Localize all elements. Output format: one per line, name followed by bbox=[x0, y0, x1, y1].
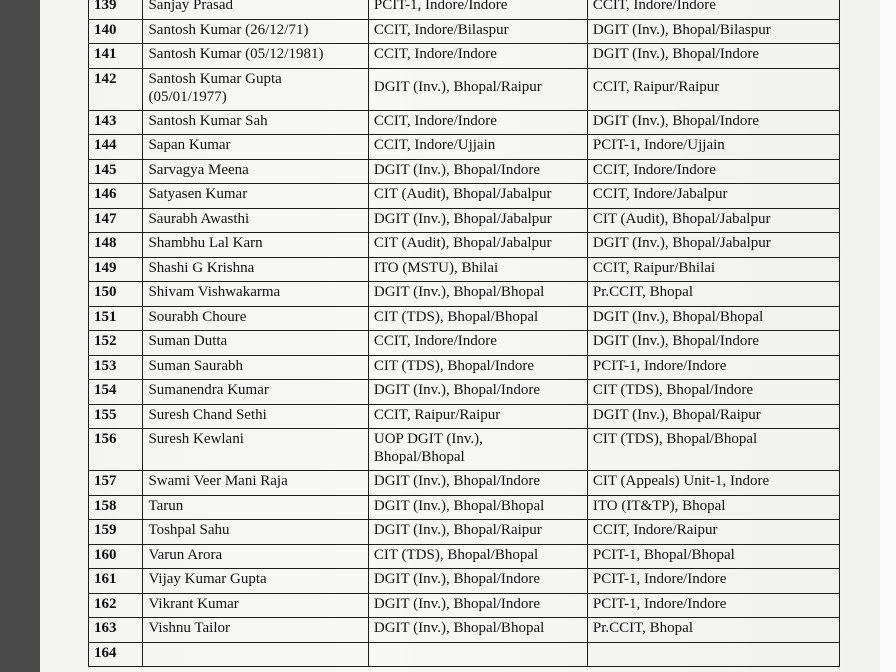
current-posting-cell-text: CIT (TDS), Bhopal/Indore bbox=[373, 357, 534, 374]
current-posting-cell-text: CCIT, Indore/Indore bbox=[373, 46, 497, 62]
current-posting-cell bbox=[368, 306, 587, 331]
current-posting-cell bbox=[368, 0, 587, 19]
current-posting-cell bbox=[368, 159, 587, 184]
serial-number-cell-text: 141 bbox=[94, 46, 117, 62]
serial-number-cell bbox=[89, 19, 143, 44]
officer-name-cell-text: Sapan Kumar bbox=[148, 137, 231, 153]
table-row bbox=[89, 208, 840, 233]
new-posting-cell bbox=[587, 355, 839, 380]
serial-number-cell bbox=[89, 159, 143, 184]
new-posting-cell-text: Pr.CCIT, Bhopal bbox=[592, 620, 694, 636]
new-posting-cell bbox=[587, 68, 839, 110]
current-posting-cell-text: DGIT (Inv.), Bhopal/Indore bbox=[373, 161, 541, 178]
current-posting-cell-text: CCIT, Raipur/Raipur bbox=[373, 406, 501, 423]
new-posting-cell-text: DGIT (Inv.), Bhopal/Jabalpur bbox=[592, 235, 771, 251]
officer-name-cell bbox=[143, 642, 368, 667]
current-posting-cell-text-line2: Bhopal/Bhopal bbox=[373, 449, 465, 465]
serial-number-cell bbox=[89, 331, 143, 356]
serial-number-cell bbox=[89, 355, 143, 380]
table-row bbox=[89, 569, 840, 594]
new-posting-cell-text: PCIT-1, Indore/Ujjain bbox=[592, 137, 725, 153]
current-posting-cell-text: CIT (Audit), Bhopal/Jabalpur bbox=[373, 186, 552, 202]
current-posting-cell bbox=[368, 135, 587, 160]
officer-name-cell bbox=[143, 110, 368, 135]
new-posting-cell bbox=[587, 110, 839, 135]
new-posting-cell bbox=[587, 429, 839, 471]
table-row bbox=[89, 404, 840, 429]
serial-number-cell-text: 147 bbox=[94, 210, 117, 227]
serial-number-cell-text: 151 bbox=[94, 308, 117, 325]
page-edge bbox=[880, 0, 896, 672]
current-posting-cell bbox=[368, 68, 587, 110]
officer-name-cell bbox=[143, 331, 368, 356]
new-posting-cell bbox=[587, 257, 839, 282]
new-posting-cell bbox=[587, 331, 839, 356]
serial-number-cell bbox=[89, 642, 143, 667]
current-posting-cell bbox=[368, 520, 587, 545]
serial-number-cell-text: 139 bbox=[94, 0, 117, 13]
new-posting-cell-text: CCIT, Raipur/Raipur bbox=[592, 78, 720, 95]
serial-number-cell bbox=[89, 44, 143, 69]
officer-name-cell bbox=[143, 593, 368, 618]
serial-number-cell bbox=[89, 429, 143, 471]
new-posting-cell-text: CCIT, Indore/Jabalpur bbox=[592, 186, 728, 202]
current-posting-cell-text: DGIT (Inv.), Bhopal/Indore bbox=[373, 595, 541, 612]
officer-name-cell bbox=[143, 208, 368, 233]
officer-name-cell bbox=[143, 306, 368, 331]
new-posting-cell-text: CIT (Audit), Bhopal/Jabalpur bbox=[592, 210, 771, 227]
officer-name-cell bbox=[143, 495, 368, 520]
current-posting-cell-text: UOP DGIT (Inv.), bbox=[373, 431, 483, 447]
officer-name-cell-text: Shambhu Lal Karn bbox=[148, 235, 263, 251]
officer-name-cell bbox=[143, 282, 368, 307]
table-row bbox=[89, 306, 840, 331]
new-posting-cell-text: CCIT, Indore/Raipur bbox=[592, 522, 718, 538]
officer-name-cell bbox=[143, 404, 368, 429]
table-row bbox=[89, 380, 840, 405]
table-row bbox=[89, 331, 840, 356]
current-posting-cell-text: DGIT (Inv.), Bhopal/Indore bbox=[373, 473, 541, 489]
serial-number-cell bbox=[89, 618, 143, 643]
new-posting-cell-text: CCIT, Raipur/Bhilai bbox=[592, 259, 716, 276]
officer-name-cell bbox=[143, 0, 368, 19]
new-posting-cell-text: CCIT, Indore/Indore bbox=[592, 161, 716, 178]
serial-number-cell-text: 140 bbox=[94, 21, 117, 38]
serial-number-cell bbox=[89, 110, 143, 135]
officer-name-cell-text: Saurabh Awasthi bbox=[148, 210, 250, 227]
officer-name-cell bbox=[143, 233, 368, 258]
current-posting-cell bbox=[368, 110, 587, 135]
new-posting-cell-text: CIT (TDS), Bhopal/Indore bbox=[592, 382, 753, 398]
current-posting-cell bbox=[368, 471, 587, 496]
new-posting-cell bbox=[587, 569, 839, 594]
serial-number-cell-text: 158 bbox=[94, 497, 117, 514]
serial-number-cell bbox=[89, 471, 143, 496]
table-row bbox=[89, 429, 840, 471]
officer-name-cell-text: Suresh Chand Sethi bbox=[148, 406, 267, 423]
table-row bbox=[89, 355, 840, 380]
officer-name-cell-text: Tarun bbox=[148, 497, 184, 514]
current-posting-cell-text: CIT (Audit), Bhopal/Jabalpur bbox=[373, 235, 552, 251]
officer-name-cell-text: Santosh Kumar Gupta bbox=[148, 70, 282, 87]
officer-name-cell bbox=[143, 355, 368, 380]
current-posting-cell bbox=[368, 593, 587, 618]
officer-name-cell-text: Sumanendra Kumar bbox=[148, 382, 269, 398]
new-posting-cell-text: CCIT, Indore/Indore bbox=[592, 0, 716, 13]
new-posting-cell-text: PCIT-1, Indore/Indore bbox=[592, 571, 727, 587]
new-posting-cell-text: DGIT (Inv.), Bhopal/Raipur bbox=[592, 406, 761, 423]
new-posting-cell bbox=[587, 520, 839, 545]
officer-name-cell bbox=[143, 44, 368, 69]
current-posting-cell bbox=[368, 19, 587, 44]
serial-number-cell-text: 146 bbox=[94, 186, 117, 202]
officer-name-cell-text: Suman Saurabh bbox=[148, 357, 244, 374]
new-posting-cell bbox=[587, 184, 839, 209]
serial-number-cell bbox=[89, 520, 143, 545]
officer-name-cell-text: Sarvagya Meena bbox=[148, 161, 249, 178]
current-posting-cell bbox=[368, 618, 587, 643]
officer-name-cell-text: Suman Dutta bbox=[148, 333, 228, 349]
new-posting-cell-text: Pr.CCIT, Bhopal bbox=[592, 284, 694, 300]
current-posting-cell-text: DGIT (Inv.), Bhopal/Bhopal bbox=[373, 284, 545, 300]
new-posting-cell bbox=[587, 380, 839, 405]
new-posting-cell-text: DGIT (Inv.), Bhopal/Bilaspur bbox=[592, 21, 771, 38]
officer-name-cell-text: Satyasen Kumar bbox=[148, 186, 248, 202]
new-posting-cell-text: PCIT-1, Indore/Indore bbox=[592, 357, 727, 374]
current-posting-cell bbox=[368, 569, 587, 594]
table-row bbox=[89, 233, 840, 258]
serial-number-cell-text: 153 bbox=[94, 357, 117, 374]
officer-name-cell bbox=[143, 68, 368, 110]
officer-name-cell-text: Suresh Kewlani bbox=[148, 431, 244, 447]
table-row bbox=[89, 110, 840, 135]
serial-number-cell-text: 150 bbox=[94, 284, 117, 300]
serial-number-cell-text: 157 bbox=[94, 473, 117, 489]
serial-number-cell bbox=[89, 0, 143, 19]
current-posting-cell-text: CCIT, Indore/Ujjain bbox=[373, 137, 496, 153]
serial-number-cell bbox=[89, 184, 143, 209]
table-row bbox=[89, 19, 840, 44]
officer-name-cell bbox=[143, 429, 368, 471]
officer-name-cell-text-line2: (05/01/1977) bbox=[148, 88, 227, 105]
current-posting-cell bbox=[368, 282, 587, 307]
new-posting-cell bbox=[587, 593, 839, 618]
serial-number-cell-text: 148 bbox=[94, 235, 117, 251]
serial-number-cell-text: 143 bbox=[94, 112, 117, 129]
serial-number-cell bbox=[89, 135, 143, 160]
new-posting-cell bbox=[587, 135, 839, 160]
new-posting-cell bbox=[587, 44, 839, 69]
table-row bbox=[89, 593, 840, 618]
current-posting-cell bbox=[368, 642, 587, 667]
new-posting-cell bbox=[587, 208, 839, 233]
new-posting-cell bbox=[587, 618, 839, 643]
current-posting-cell-text: CCIT, Indore/Bilaspur bbox=[373, 21, 509, 38]
officer-name-cell bbox=[143, 471, 368, 496]
current-posting-cell-text: DGIT (Inv.), Bhopal/Bhopal bbox=[373, 620, 545, 636]
serial-number-cell bbox=[89, 569, 143, 594]
officer-name-cell-text: Shivam Vishwakarma bbox=[148, 284, 281, 300]
new-posting-cell bbox=[587, 471, 839, 496]
current-posting-cell-text: DGIT (Inv.), Bhopal/Raipur bbox=[373, 522, 542, 538]
new-posting-cell-text: PCIT-1, Bhopal/Bhopal bbox=[592, 546, 735, 563]
table-row bbox=[89, 618, 840, 643]
serial-number-cell-text: 161 bbox=[94, 571, 117, 587]
serial-number-cell bbox=[89, 593, 143, 618]
serial-number-cell-text: 164 bbox=[94, 644, 117, 661]
current-posting-cell bbox=[368, 331, 587, 356]
officer-name-cell bbox=[143, 569, 368, 594]
transfer-table bbox=[88, 0, 840, 667]
current-posting-cell bbox=[368, 544, 587, 569]
table-row bbox=[89, 0, 840, 19]
officer-name-cell bbox=[143, 257, 368, 282]
table-row bbox=[89, 184, 840, 209]
new-posting-cell-text: PCIT-1, Indore/Indore bbox=[592, 595, 727, 612]
officer-name-cell bbox=[143, 520, 368, 545]
current-posting-cell-text: DGIT (Inv.), Bhopal/Indore bbox=[373, 382, 541, 398]
current-posting-cell bbox=[368, 184, 587, 209]
serial-number-cell-text: 159 bbox=[94, 522, 117, 538]
current-posting-cell bbox=[368, 233, 587, 258]
serial-number-cell-text: 154 bbox=[94, 382, 117, 398]
current-posting-cell bbox=[368, 44, 587, 69]
serial-number-cell bbox=[89, 306, 143, 331]
new-posting-cell bbox=[587, 544, 839, 569]
officer-name-cell-text: Vikrant Kumar bbox=[148, 595, 239, 612]
new-posting-cell bbox=[587, 495, 839, 520]
serial-number-cell bbox=[89, 380, 143, 405]
new-posting-cell bbox=[587, 642, 839, 667]
officer-name-cell-text: Vijay Kumar Gupta bbox=[148, 571, 267, 587]
new-posting-cell-text: DGIT (Inv.), Bhopal/Bhopal bbox=[592, 308, 764, 325]
table-row bbox=[89, 495, 840, 520]
current-posting-cell-text: DGIT (Inv.), Bhopal/Indore bbox=[373, 571, 541, 587]
serial-number-cell-text: 156 bbox=[94, 431, 117, 447]
new-posting-cell-text: DGIT (Inv.), Bhopal/Indore bbox=[592, 333, 760, 349]
new-posting-cell bbox=[587, 282, 839, 307]
serial-number-cell-text: 145 bbox=[94, 161, 117, 178]
current-posting-cell-text: CCIT, Indore/Indore bbox=[373, 333, 497, 349]
officer-name-cell bbox=[143, 380, 368, 405]
officer-name-cell bbox=[143, 184, 368, 209]
table-row bbox=[89, 68, 840, 110]
serial-number-cell bbox=[89, 68, 143, 110]
officer-name-cell-text: Santosh Kumar Sah bbox=[148, 112, 268, 129]
table-row bbox=[89, 471, 840, 496]
serial-number-cell bbox=[89, 257, 143, 282]
new-posting-cell bbox=[587, 159, 839, 184]
officer-name-cell-text: Sourabh Choure bbox=[148, 308, 247, 325]
officer-name-cell-text: Shashi G Krishna bbox=[148, 259, 255, 276]
officer-name-cell-text: Toshpal Sahu bbox=[148, 522, 230, 538]
officer-name-cell-text: Swami Veer Mani Raja bbox=[148, 473, 288, 489]
table-body bbox=[89, 0, 840, 667]
officer-name-cell bbox=[143, 19, 368, 44]
current-posting-cell bbox=[368, 404, 587, 429]
table-row bbox=[89, 642, 840, 667]
serial-number-cell bbox=[89, 208, 143, 233]
serial-number-cell-text: 144 bbox=[94, 137, 117, 153]
current-posting-cell-text: DGIT (Inv.), Bhopal/Raipur bbox=[373, 78, 542, 95]
current-posting-cell bbox=[368, 355, 587, 380]
new-posting-cell bbox=[587, 0, 839, 19]
serial-number-cell bbox=[89, 495, 143, 520]
serial-number-cell bbox=[89, 282, 143, 307]
serial-number-cell-text: 149 bbox=[94, 259, 117, 276]
current-posting-cell bbox=[368, 257, 587, 282]
current-posting-cell bbox=[368, 380, 587, 405]
officer-name-cell bbox=[143, 135, 368, 160]
current-posting-cell-text: CIT (TDS), Bhopal/Bhopal bbox=[373, 308, 539, 325]
table-row bbox=[89, 44, 840, 69]
serial-number-cell-text: 142 bbox=[94, 70, 117, 87]
new-posting-cell bbox=[587, 233, 839, 258]
serial-number-cell-text: 160 bbox=[94, 546, 117, 563]
current-posting-cell-text: CCIT, Indore/Indore bbox=[373, 112, 497, 129]
serial-number-cell bbox=[89, 233, 143, 258]
table-row bbox=[89, 282, 840, 307]
current-posting-cell-text: PCIT-1, Indore/Indore bbox=[373, 0, 508, 13]
new-posting-cell-text: DGIT (Inv.), Bhopal/Indore bbox=[592, 46, 760, 62]
table-row bbox=[89, 257, 840, 282]
table-row bbox=[89, 520, 840, 545]
officer-name-cell bbox=[143, 618, 368, 643]
current-posting-cell bbox=[368, 429, 587, 471]
new-posting-cell-text: DGIT (Inv.), Bhopal/Indore bbox=[592, 112, 760, 129]
table-row bbox=[89, 159, 840, 184]
table-row bbox=[89, 544, 840, 569]
officer-name-cell-text: Santosh Kumar (26/12/71) bbox=[148, 21, 309, 38]
new-posting-cell-text: CIT (TDS), Bhopal/Bhopal bbox=[592, 431, 758, 447]
current-posting-cell bbox=[368, 208, 587, 233]
officer-name-cell-text: Vishnu Tailor bbox=[148, 620, 230, 636]
table-row bbox=[89, 135, 840, 160]
current-posting-cell-text: ITO (MSTU), Bhilai bbox=[373, 259, 499, 276]
serial-number-cell-text: 152 bbox=[94, 333, 117, 349]
officer-name-cell-text: Santosh Kumar (05/12/1981) bbox=[148, 46, 324, 62]
current-posting-cell-text: DGIT (Inv.), Bhopal/Jabalpur bbox=[373, 210, 552, 227]
current-posting-cell-text: DGIT (Inv.), Bhopal/Bhopal bbox=[373, 497, 545, 514]
current-posting-cell-text: CIT (TDS), Bhopal/Bhopal bbox=[373, 546, 539, 563]
serial-number-cell bbox=[89, 404, 143, 429]
new-posting-cell bbox=[587, 306, 839, 331]
serial-number-cell-text: 155 bbox=[94, 406, 117, 423]
officer-name-cell-text: Sanjay Prasad bbox=[148, 0, 234, 13]
officer-name-cell bbox=[143, 159, 368, 184]
new-posting-cell-text: ITO (IT&TP), Bhopal bbox=[592, 497, 726, 514]
officer-name-cell-text: Varun Arora bbox=[148, 546, 223, 563]
officer-name-cell bbox=[143, 544, 368, 569]
new-posting-cell bbox=[587, 19, 839, 44]
current-posting-cell bbox=[368, 495, 587, 520]
serial-number-cell-text: 163 bbox=[94, 620, 117, 636]
new-posting-cell bbox=[587, 404, 839, 429]
serial-number-cell bbox=[89, 544, 143, 569]
new-posting-cell-text: CIT (Appeals) Unit-1, Indore bbox=[592, 473, 770, 489]
serial-number-cell-text: 162 bbox=[94, 595, 117, 612]
